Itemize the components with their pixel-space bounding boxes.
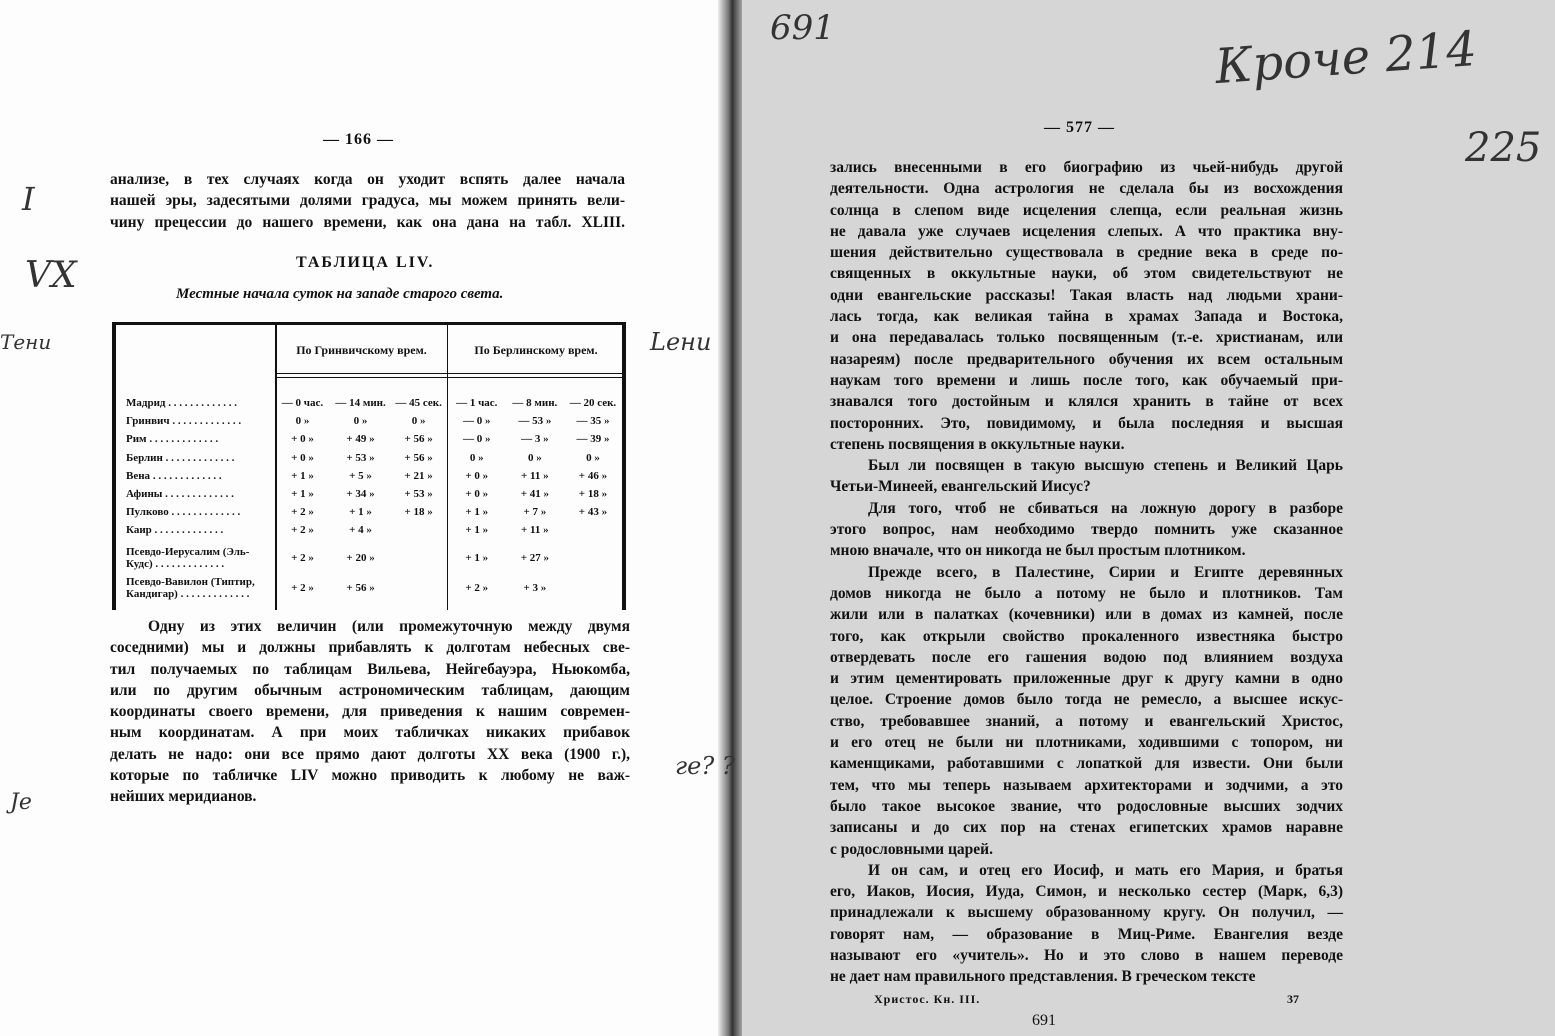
text-line [830, 796, 1343, 817]
offset-value: — 0 час. [281, 397, 324, 409]
text-line-content: и она передавалась только посвященным (т.-е. христианам, или [830, 329, 1343, 347]
text-line-content: Для того, чтоб не сбиваться на ложную дорогу в разборе [868, 499, 1343, 517]
text-line [830, 924, 1343, 945]
berlin-offset [448, 582, 622, 594]
text-line-content: чину прецессии до нашего времени, как она дана на табл. XLIII. [110, 213, 625, 231]
city-label: Берлин [126, 451, 163, 464]
text-line-content: и его отец не были ни плотниками, ходившими с топором, ни [830, 734, 1343, 752]
offset-value: + 3 » [523, 582, 547, 594]
offset-value: — 1 час. [456, 397, 498, 409]
text-line-content: тил получаемых по таблицам Вильева, Нейгебауэра, Ньюкомба, [110, 660, 630, 678]
city-name: Афины . . . . . . . . . . . . . [126, 488, 234, 500]
offset-value: + 18 » [404, 506, 433, 519]
city-name: Берлин . . . . . . . . . . . . . [126, 451, 235, 464]
offset-value: — 14 мин. [335, 397, 386, 409]
table-title: ТАБЛИЦА LIV. [296, 254, 435, 271]
greenwich-offset [273, 470, 447, 482]
text-line-content: его, Иаков, Иосия, Иуда, Симон, и несколько сестер (Марк, 6,3) [830, 883, 1343, 901]
text-line-content: записаны и до сих пор на стенах египетских храмов наравне [830, 819, 1343, 837]
berlin-offset [448, 470, 622, 482]
text-line [830, 476, 1343, 497]
city-label: Псевдо-Вавилон (Типтир, Кандигар) [126, 576, 255, 600]
table-row [116, 522, 622, 538]
offset-value: + 1 » [465, 524, 489, 537]
offset-value: + 1 » [349, 506, 372, 519]
offset-value: + 0 » [291, 433, 314, 446]
intro-text [110, 169, 625, 233]
offset-value [390, 582, 448, 594]
text-line [110, 659, 630, 680]
offset-value: + 11 » [521, 524, 549, 537]
footer-sheet-number: 37 [1287, 992, 1299, 1006]
text-line-content: анализе, в тех случаях когда он уходит вспять далее начала [110, 171, 625, 188]
offset-value: + 27 » [520, 552, 549, 564]
offset-value: + 2 » [291, 524, 314, 537]
table-row [116, 450, 622, 466]
scan-page-number: 691 [1032, 1012, 1056, 1029]
offset-value: + 18 » [578, 488, 608, 500]
offset-value: + 0 » [465, 488, 489, 500]
city-name: Мадрид . . . . . . . . . . . . . [126, 397, 237, 409]
table-row [116, 545, 622, 571]
text-line-content: солнца в слепом виде исцеления слепца, если реальная жизнь [830, 201, 1343, 219]
text-line-content: жили или в палатках (кочевники) или в домах из камней, после [830, 606, 1343, 624]
text-line-content: соседними) мы и должны прибавлять к долготам небесных све- [110, 639, 630, 657]
greenwich-offset [273, 415, 447, 427]
offset-value: + 5 » [349, 469, 372, 482]
handwritten-note: Тени [0, 330, 52, 354]
text-line [830, 668, 1343, 689]
text-line [830, 413, 1343, 434]
offset-value: + 2 » [291, 582, 314, 594]
text-line [830, 689, 1343, 710]
footer-signature: Христос. Кн. III. [874, 992, 981, 1006]
text-line-content: того, как открыли свойство прокаленного известняка быстро [830, 627, 1343, 645]
text-line [830, 583, 1343, 604]
text-line [830, 285, 1343, 306]
offset-value: 0 » [586, 451, 600, 464]
text-line-content: деятельности. Одна астрология не сделала бы из восхождения [830, 180, 1343, 198]
city-name: Рим . . . . . . . . . . . . . [126, 433, 219, 446]
text-line-content: было такое высокое звание, что родословные высших зодчих [830, 797, 1343, 815]
text-line-content: отвердевать после его гашения водою под влиянием воздуха [830, 648, 1343, 666]
text-line [830, 647, 1343, 668]
text-line-content: ным координатам. А при моих табличках никаких прибавок [110, 724, 630, 742]
time-table [112, 322, 626, 610]
berlin-offset [448, 415, 622, 427]
handwritten-note: Lени [650, 328, 712, 356]
text-line [110, 701, 630, 722]
page-number: — 166 — [323, 131, 394, 148]
offset-value: + 56 » [404, 433, 433, 446]
offset-value: + 1 » [465, 506, 489, 519]
text-line-content: или по другим обычным астрономическим таблицам, дающим [110, 681, 630, 699]
berlin-offset [448, 452, 622, 464]
offset-value: + 1 » [291, 469, 314, 482]
offset-value: + 53 » [404, 488, 433, 500]
text-line-content: нашей эры, задесятыми долями градуса, мы можем принять вели- [110, 192, 625, 210]
offset-value: — 39 » [576, 433, 610, 446]
text-line [830, 945, 1343, 966]
text-line-content: координаты своего времени, для приведения к нашим современ- [110, 703, 630, 721]
text-line-content: нейших меридианов. [110, 788, 257, 806]
text-line [830, 242, 1343, 263]
berlin-offset [448, 433, 622, 445]
text-line-content: назареям) после предварительного обучения их всем остальным [830, 350, 1343, 368]
berlin-offset [448, 488, 622, 500]
handwritten-note: Je [10, 790, 32, 815]
text-line-content: принадлежали к высшему образованному кругу. Он получил, — [830, 904, 1343, 922]
greenwich-offset [273, 524, 447, 536]
text-line [830, 327, 1343, 348]
offset-value [564, 524, 622, 536]
text-line-content: которые по табличке LIV можно приводить к любому не важ- [110, 767, 630, 785]
berlin-offset [448, 524, 622, 536]
city-label: Афины [126, 488, 163, 500]
text-line [830, 391, 1343, 412]
offset-value: — 20 сек. [569, 397, 617, 409]
text-line [110, 212, 625, 233]
handwritten-note: Кроче 214 [1213, 20, 1479, 96]
offset-value: + 34 » [346, 488, 375, 500]
text-line [110, 765, 630, 786]
handwritten-note: VX [25, 255, 77, 296]
text-line-content: тем, что мы теперь называем архитекторами и зодчими, а это [830, 776, 1343, 794]
text-line [830, 753, 1343, 774]
body-text [830, 157, 1343, 988]
book-gutter [718, 0, 744, 1036]
offset-value: + 1 » [465, 552, 489, 564]
text-line [110, 616, 630, 637]
greenwich-offset [273, 397, 447, 409]
header-berlin: По Берлинскому врем. [474, 343, 598, 357]
offset-value: + 2 » [291, 552, 314, 564]
offset-value: + 2 » [291, 506, 314, 519]
offset-value: + 21 » [404, 469, 433, 482]
offset-value: + 46 » [578, 469, 608, 482]
handwritten-note: ге? ? [675, 752, 735, 780]
text-line-content: Одну из этих величин (или промежуточную между двумя [148, 618, 630, 635]
text-line [830, 349, 1343, 370]
text-line [830, 434, 1343, 455]
text-line-content: знавался того достойным и клялся хранить в тайне от всех [830, 393, 1343, 411]
text-line-content: священных в оккультные науки, об этом свидетельствуют не [830, 265, 1343, 283]
offset-value [564, 582, 622, 594]
offset-value [390, 552, 448, 564]
greenwich-offset [273, 452, 447, 464]
offset-value: + 56 » [346, 582, 375, 594]
text-line-content: И он сам, и отец его Иосиф, и мать его Мария, и братья [868, 861, 1343, 879]
text-line-content: с родословными царей. [830, 840, 993, 858]
text-line-content: домов никогда не было а потому не было и плотников. Там [830, 584, 1343, 602]
text-line-content: Четьи-Минеей, евангельский Иисус? [830, 478, 1091, 496]
text-line [830, 498, 1343, 519]
offset-value: — 8 мин. [512, 397, 558, 409]
city-name: Псевдо-Иерусалим (Эль-Кудс) . . . . . . . . . . . . . [126, 546, 250, 570]
offset-value: 0 » [353, 415, 368, 428]
city-label: Гринвич [126, 415, 170, 428]
text-line [830, 519, 1343, 540]
text-line [110, 744, 630, 765]
offset-value: — 53 » [518, 415, 552, 428]
text-line [830, 902, 1343, 923]
text-line-content: наукам того времени и лишь после того, как обучаемый при- [830, 371, 1343, 389]
paragraph [110, 616, 630, 808]
text-line [830, 540, 1343, 561]
text-line-content: посторонних. Это, повидимому, и была последняя и высшая [830, 414, 1343, 432]
city-name: Гринвич . . . . . . . . . . . . . [126, 415, 242, 428]
text-line-content: не давала уже случаев исцеления слепых. А что практика вну- [830, 222, 1343, 240]
handwritten-note: 225 [1465, 125, 1542, 171]
handwritten-note: Ⅰ [22, 180, 35, 218]
right-page [742, 0, 1555, 1036]
text-line-content: говорят нам, — образование в Миц-Риме. Евангелия везде [830, 925, 1343, 943]
city-label: Каир [126, 524, 152, 537]
greenwich-offset [273, 506, 447, 518]
greenwich-offset [273, 488, 447, 500]
offset-value: + 41 » [520, 488, 549, 500]
header-greenwich: По Гринвичскому врем. [296, 343, 427, 357]
table-row [116, 431, 622, 447]
text-line [830, 966, 1343, 987]
greenwich-offset [273, 433, 447, 445]
text-line-content: целое. Строение домов было тогда не ремесло, а высшее искус- [830, 691, 1343, 709]
offset-value: + 20 » [346, 552, 375, 564]
greenwich-offset [273, 582, 447, 594]
offset-value: + 53 » [346, 451, 375, 464]
text-line [830, 732, 1343, 753]
offset-value: 0 » [295, 415, 310, 428]
text-line [110, 637, 630, 658]
table-row [116, 575, 622, 601]
text-line-content: зались внесенными в его биографию из чьей-нибудь другой [830, 159, 1343, 176]
offset-value: + 7 » [523, 506, 547, 519]
city-name: Пулково . . . . . . . . . . . . . [126, 506, 241, 519]
text-line-content: каменщиками, работавшими с лопаткой для извести. Они были [830, 755, 1343, 773]
text-line [830, 455, 1343, 476]
offset-value: + 0 » [465, 469, 489, 482]
offset-value: + 43 » [578, 506, 608, 519]
offset-value: + 11 » [521, 469, 549, 482]
text-line [830, 626, 1343, 647]
city-name: Вена . . . . . . . . . . . . . [126, 469, 222, 482]
offset-value: — 0 » [463, 415, 491, 428]
table-row [116, 486, 622, 502]
left-page [0, 0, 722, 1036]
offset-value: — 45 сек. [395, 397, 442, 409]
offset-value: + 0 » [291, 451, 314, 464]
offset-value: + 56 » [404, 451, 433, 464]
text-line-content: не дает нам правильного представления. В греческом тексте [830, 968, 1256, 986]
text-line [830, 200, 1343, 221]
text-line-content: Был ли посвящен в такую высшую степень и Великий Царь [868, 457, 1343, 475]
city-label: Пулково [126, 506, 169, 519]
text-line [830, 221, 1343, 242]
text-line [110, 786, 630, 807]
text-line-content: ство, требовавшее знаний, а потому и евангельский Христос, [830, 712, 1343, 730]
city-name: Псевдо-Вавилон (Типтир, Кандигар) . . . . . . . . . . . . . [126, 576, 255, 600]
table-row [116, 504, 622, 520]
text-line-content: этого вопрос, нам необходимо твердо помнить уже сказанное [830, 521, 1343, 539]
offset-value: 0 » [469, 451, 484, 464]
text-line-content: шения действительно существовала в средние века в среде по- [830, 244, 1343, 262]
city-name: Каир . . . . . . . . . . . . . [126, 524, 224, 537]
handwritten-note: 691 [770, 8, 835, 48]
berlin-offset [448, 397, 622, 409]
table-subtitle: Местные начала суток на западе старого света. [176, 286, 504, 302]
city-label: Псевдо-Иерусалим (Эль-Кудс) [126, 546, 250, 570]
offset-value: 0 » [527, 451, 542, 464]
berlin-offset [448, 506, 622, 518]
text-line-content: степень посвящения в оккультные науки. [830, 435, 1125, 453]
table-row [116, 468, 622, 484]
offset-value: + 4 » [349, 524, 372, 537]
text-line-content: делать не надо: они все прямо дают долготы XX века (1900 г.), [110, 745, 630, 763]
greenwich-offset [273, 552, 447, 564]
offset-value: — 35 » [576, 415, 610, 428]
text-line [830, 775, 1343, 796]
text-line-content: и этим цементировать приложенные друг к другу камни в одно [830, 670, 1343, 688]
offset-value: — 3 » [521, 433, 549, 446]
text-line-content: мною вначале, что он никогда не был простым плотником. [830, 542, 1246, 560]
text-line [110, 722, 630, 743]
offset-value: — 0 » [463, 433, 491, 446]
text-line [110, 169, 625, 190]
text-line [110, 680, 630, 701]
offset-value [390, 524, 448, 536]
text-line-content: называют его «учитель». Но и это слово в нашем переводе [830, 946, 1343, 964]
offset-value: + 49 » [346, 433, 375, 446]
text-line [830, 370, 1343, 391]
text-line [830, 711, 1343, 732]
text-line [830, 263, 1343, 284]
text-line-content: одни евангельские рассказы! Такая власть над людьми храни- [830, 286, 1343, 304]
text-line-content: лась тогда, как великая тайна в храмах Запада и Востока, [830, 308, 1343, 326]
table-row [116, 413, 622, 429]
text-line [830, 860, 1343, 881]
text-line-content: Прежде всего, в Палестине, Сирии и Египте деревянных [868, 563, 1343, 581]
text-line [830, 604, 1343, 625]
page-number: — 577 — [1044, 119, 1115, 136]
text-line [830, 839, 1343, 860]
city-label: Мадрид [126, 397, 166, 409]
text-line [830, 562, 1343, 583]
text-line [110, 190, 625, 211]
offset-value: + 2 » [465, 582, 489, 594]
city-label: Вена [126, 469, 151, 482]
berlin-offset [448, 552, 622, 564]
text-line [830, 178, 1343, 199]
text-line [830, 817, 1343, 838]
offset-value [564, 552, 622, 564]
city-label: Рим [126, 433, 147, 446]
table-row [116, 395, 622, 411]
text-line [830, 157, 1343, 178]
offset-value: 0 » [411, 415, 426, 428]
text-line [830, 881, 1343, 902]
text-line [830, 306, 1343, 327]
offset-value: + 1 » [291, 488, 314, 500]
